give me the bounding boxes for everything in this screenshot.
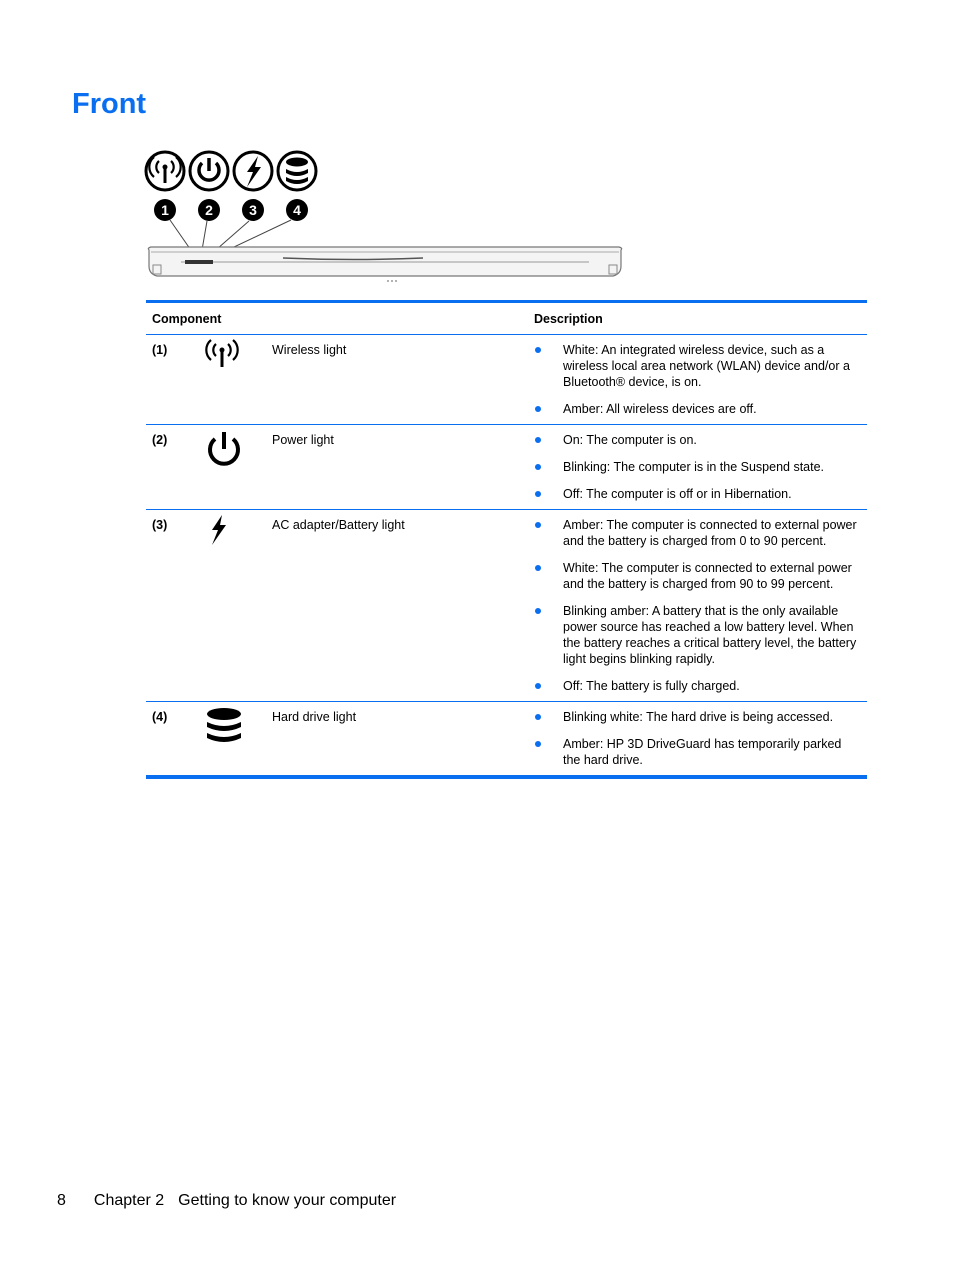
bullet-text: White: The computer is connected to external power and the battery is charged from 90 to 99 percent.	[563, 561, 852, 591]
battery-bolt-icon	[204, 514, 234, 546]
callout-3	[242, 199, 264, 221]
power-icon	[190, 152, 228, 190]
callout-label: 1	[161, 202, 169, 218]
callout-label: 4	[293, 202, 301, 218]
row-number: (3)	[146, 510, 198, 702]
row-number: (2)	[146, 425, 198, 510]
component-description	[528, 702, 867, 778]
wireless-icon	[146, 152, 184, 190]
page-footer	[57, 1192, 396, 1210]
bullet-text: Blinking white: The hard drive is being accessed.	[563, 710, 834, 724]
bullet-text: Off: The battery is fully charged.	[563, 679, 740, 693]
bullet-text: White: An integrated wireless device, such as a wireless local area network (WLAN) device and/or a Bluetooth® device, is on.	[563, 343, 850, 389]
bullet-text: Amber: The computer is connected to external power and the battery is charged from 0 to 90 percent.	[563, 518, 857, 548]
battery-bolt-icon	[234, 152, 272, 190]
table-row	[146, 335, 867, 425]
row-icon-cell	[198, 425, 266, 510]
list-item	[534, 401, 861, 417]
bullet-text: On: The computer is on.	[563, 433, 697, 447]
table-row	[146, 510, 867, 702]
callout-label: 3	[249, 202, 257, 218]
list-item	[534, 709, 861, 725]
callout-2	[198, 199, 220, 221]
front-view-illustration	[143, 148, 627, 288]
page-number: 8	[57, 1192, 66, 1209]
row-number: (4)	[146, 702, 198, 778]
chapter-label: Chapter 2	[93, 1192, 165, 1209]
list-item	[534, 560, 861, 592]
power-icon	[204, 429, 244, 469]
wireless-icon	[204, 339, 240, 369]
bullet-text: Blinking: The computer is in the Suspend state.	[563, 460, 825, 474]
list-item	[534, 678, 861, 694]
component-name: Power light	[266, 425, 528, 510]
hard-drive-icon	[204, 706, 244, 746]
column-header-component: Component	[146, 302, 528, 335]
callout-1	[154, 199, 176, 221]
component-name: Hard drive light	[266, 702, 528, 778]
row-number: (1)	[152, 343, 168, 357]
list-item	[534, 486, 861, 502]
laptop-front-edge	[148, 247, 621, 281]
column-header-description: Description	[528, 302, 867, 335]
list-item	[534, 342, 861, 390]
callout-4	[286, 199, 308, 221]
component-name: Wireless light	[272, 343, 347, 357]
list-item	[534, 603, 861, 667]
component-description	[528, 425, 867, 510]
bullet-text: Amber: HP 3D DriveGuard has temporarily parked the hard drive.	[563, 737, 842, 767]
component-name: AC adapter/Battery light	[266, 510, 528, 702]
table-row	[146, 425, 867, 510]
bullet-text: Blinking amber: A battery that is the only available power source has reached a low battery level. When the battery reaches a critical battery level, the battery light begins blinking rapidly.	[563, 604, 857, 666]
row-icon-cell	[198, 702, 266, 778]
table-row	[146, 702, 867, 778]
component-description	[528, 510, 867, 702]
list-item	[534, 736, 861, 768]
row-icon-cell	[198, 510, 266, 702]
hard-drive-icon	[278, 152, 316, 190]
list-item	[534, 459, 861, 475]
table-header-row	[146, 302, 867, 335]
component-table	[146, 300, 867, 779]
bullet-text: Off: The computer is off or in Hibernation.	[563, 487, 792, 501]
page-title: Front	[72, 88, 147, 120]
chapter-title: Getting to know your computer	[178, 1192, 397, 1209]
list-item	[534, 432, 861, 448]
component-description	[528, 335, 867, 425]
list-item	[534, 517, 861, 549]
row-icon-cell	[198, 335, 266, 425]
callout-label: 2	[205, 202, 213, 218]
bullet-text: Amber: All wireless devices are off.	[563, 402, 757, 416]
